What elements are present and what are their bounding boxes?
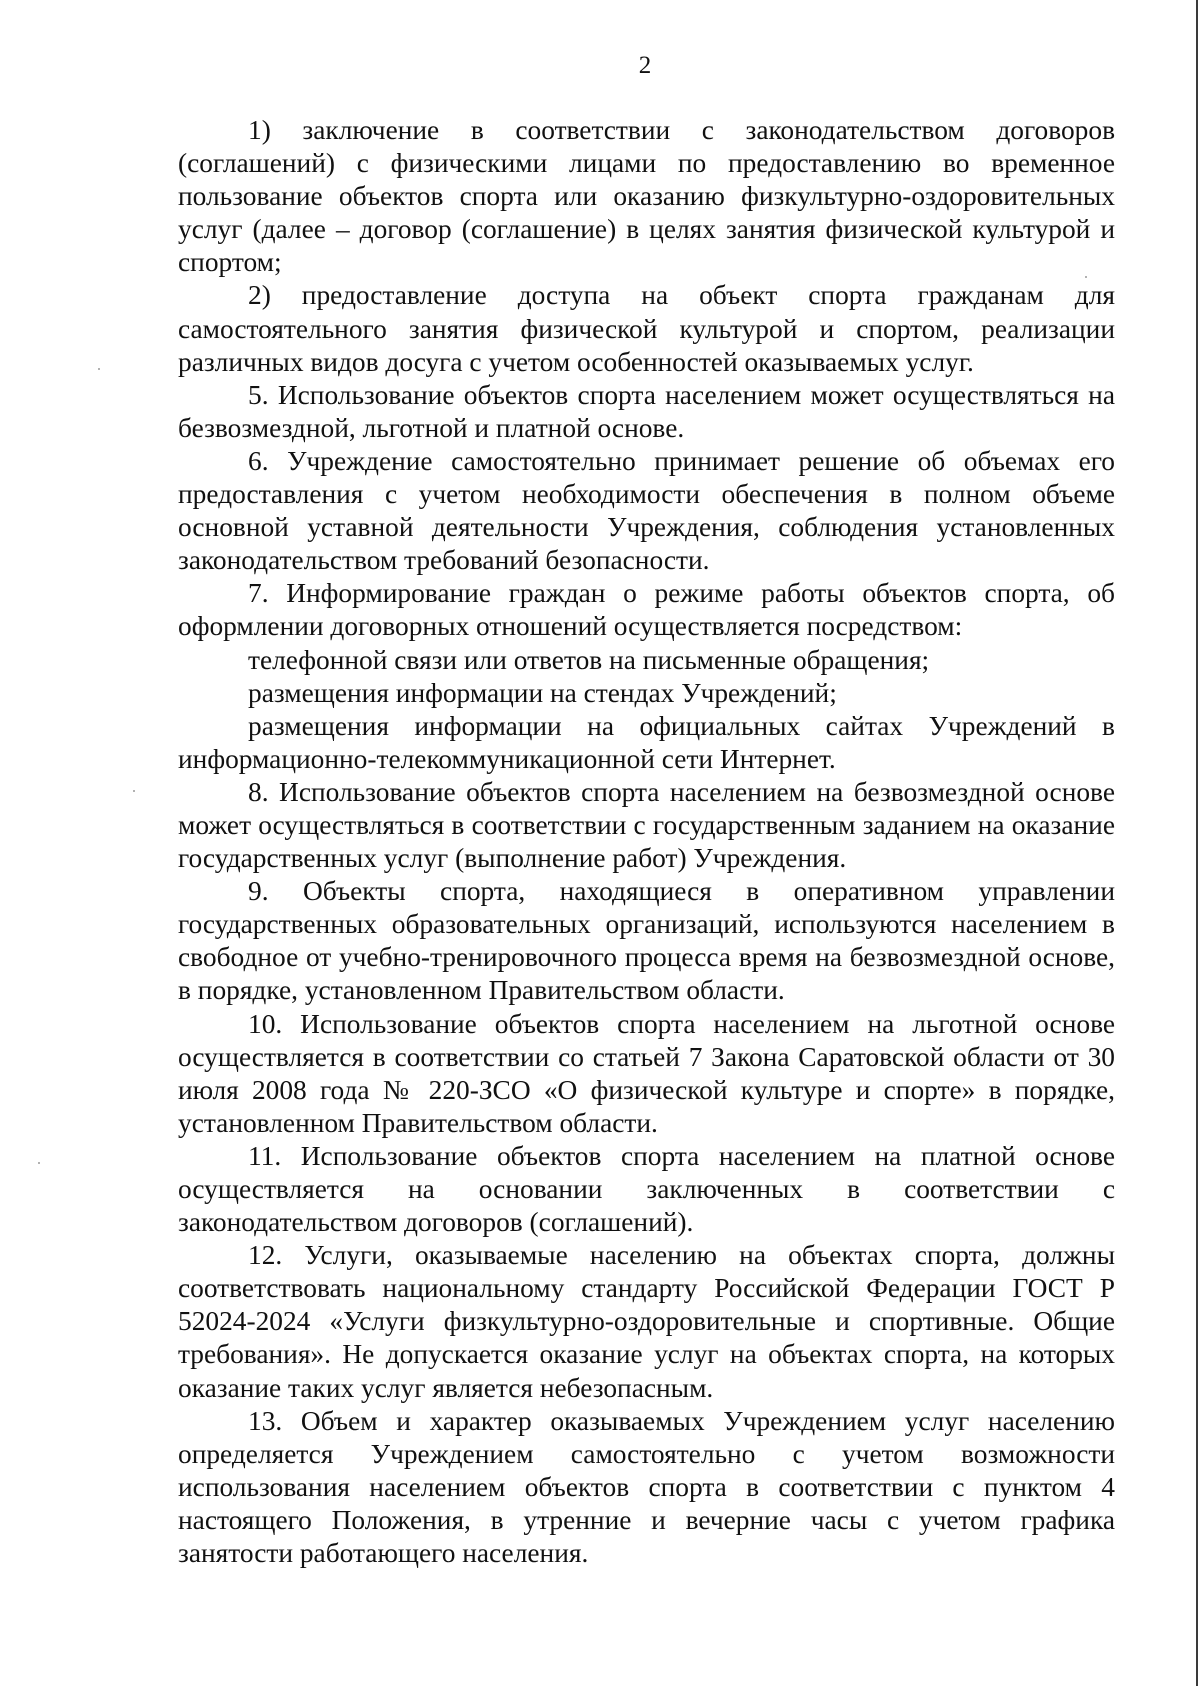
paragraph-item-6: 6. Учреждение самостоятельно принимает решение об объемах его предоставления с учетом необходимости обеспечения в полном объеме основной уставной деятельности Учреждения, соблюдения установленных законодательством требований безопасности.: [178, 445, 1115, 576]
paragraph-item-7: 7. Информирование граждан о режиме работы объектов спорта, об оформлении договорных отношений осуществляется посредством:: [178, 578, 1115, 642]
scan-speck: [38, 1162, 40, 1164]
paragraph-item-13: 13. Объем и характер оказываемых Учреждением услуг населению определяется Учреждением самостоятельно с учетом возможности использования населением объектов спорта в соответствии с пунктом 4 настоящего Положения, в утренние и вечерние часы с учетом графика занятости работающего населения.: [178, 1405, 1115, 1569]
page-edge: [1196, 0, 1198, 1686]
scan-speck: [1085, 276, 1087, 278]
paragraph-item-7-method-phone: телефонной связи или ответов на письменные обращения;: [248, 644, 930, 675]
paragraph-item-9: 9. Объекты спорта, находящиеся в оперативном управлении государственных образовательных организаций, используются населением в свободное от учебно-тренировочного процесса время на безвозмездной основе, в порядке, установленном Правительством области.: [178, 876, 1115, 1006]
paragraph-item-5: 5. Использование объектов спорта населением может осуществляться на безвозмездной, льготной и платной основе.: [178, 379, 1115, 443]
page-number: 2: [638, 52, 652, 79]
paragraph-item-10: 10. Использование объектов спорта населением на льготной основе осуществляется в соответствии со статьей 7 Закона Саратовской области от 30 июля 2008 года № 220-ЗСО «О физической культуре и спорте» в порядке, установленном Правительством области.: [178, 1008, 1115, 1138]
paragraph-item-12: 12. Услуги, оказываемые населению на объектах спорта, должны соответствовать национальному стандарту Российской Федерации ГОСТ Р 52024-2024 «Услуги физкультурно-оздоровительные и спортивные. Общие требования». Не допускается оказание услуг на объектах спорта, на которых оказание таких услуг является небезопасным.: [178, 1240, 1115, 1403]
paragraph-clause-1: 1) заключение в соответствии с законодательством договоров (соглашений) с физическими лицами по предоставлению во временное пользование объектов спорта или оказанию физкультурно-оздоровительных услуг (далее – договор (соглашение) в целях занятия физической культурой и спортом;: [178, 115, 1115, 278]
paragraph-item-7-method-stands: размещения информации на стендах Учреждений;: [248, 677, 837, 708]
scan-speck: [133, 790, 135, 792]
paragraph-item-11: 11. Использование объектов спорта населением на платной основе осуществляется на основании заключенных в соответствии с законодательством договоров (соглашений).: [178, 1140, 1115, 1238]
paragraph-clause-2: 2) предоставление доступа на объект спорта гражданам для самостоятельного занятия физической культурой и спортом, реализации различных видов досуга с учетом особенностей оказываемых услуг.: [178, 280, 1115, 377]
scan-speck: [98, 368, 100, 370]
paragraph-item-7-method-websites: размещения информации на официальных сайтах Учреждений в информационно-телекоммуникационной сети Интернет.: [178, 710, 1115, 774]
paragraph-item-8: 8. Использование объектов спорта населением на безвозмездной основе может осуществляться в соответствии с государственным заданием на оказание государственных услуг (выполнение работ) Учреждения.: [178, 776, 1115, 874]
document-body: [178, 114, 1115, 1570]
